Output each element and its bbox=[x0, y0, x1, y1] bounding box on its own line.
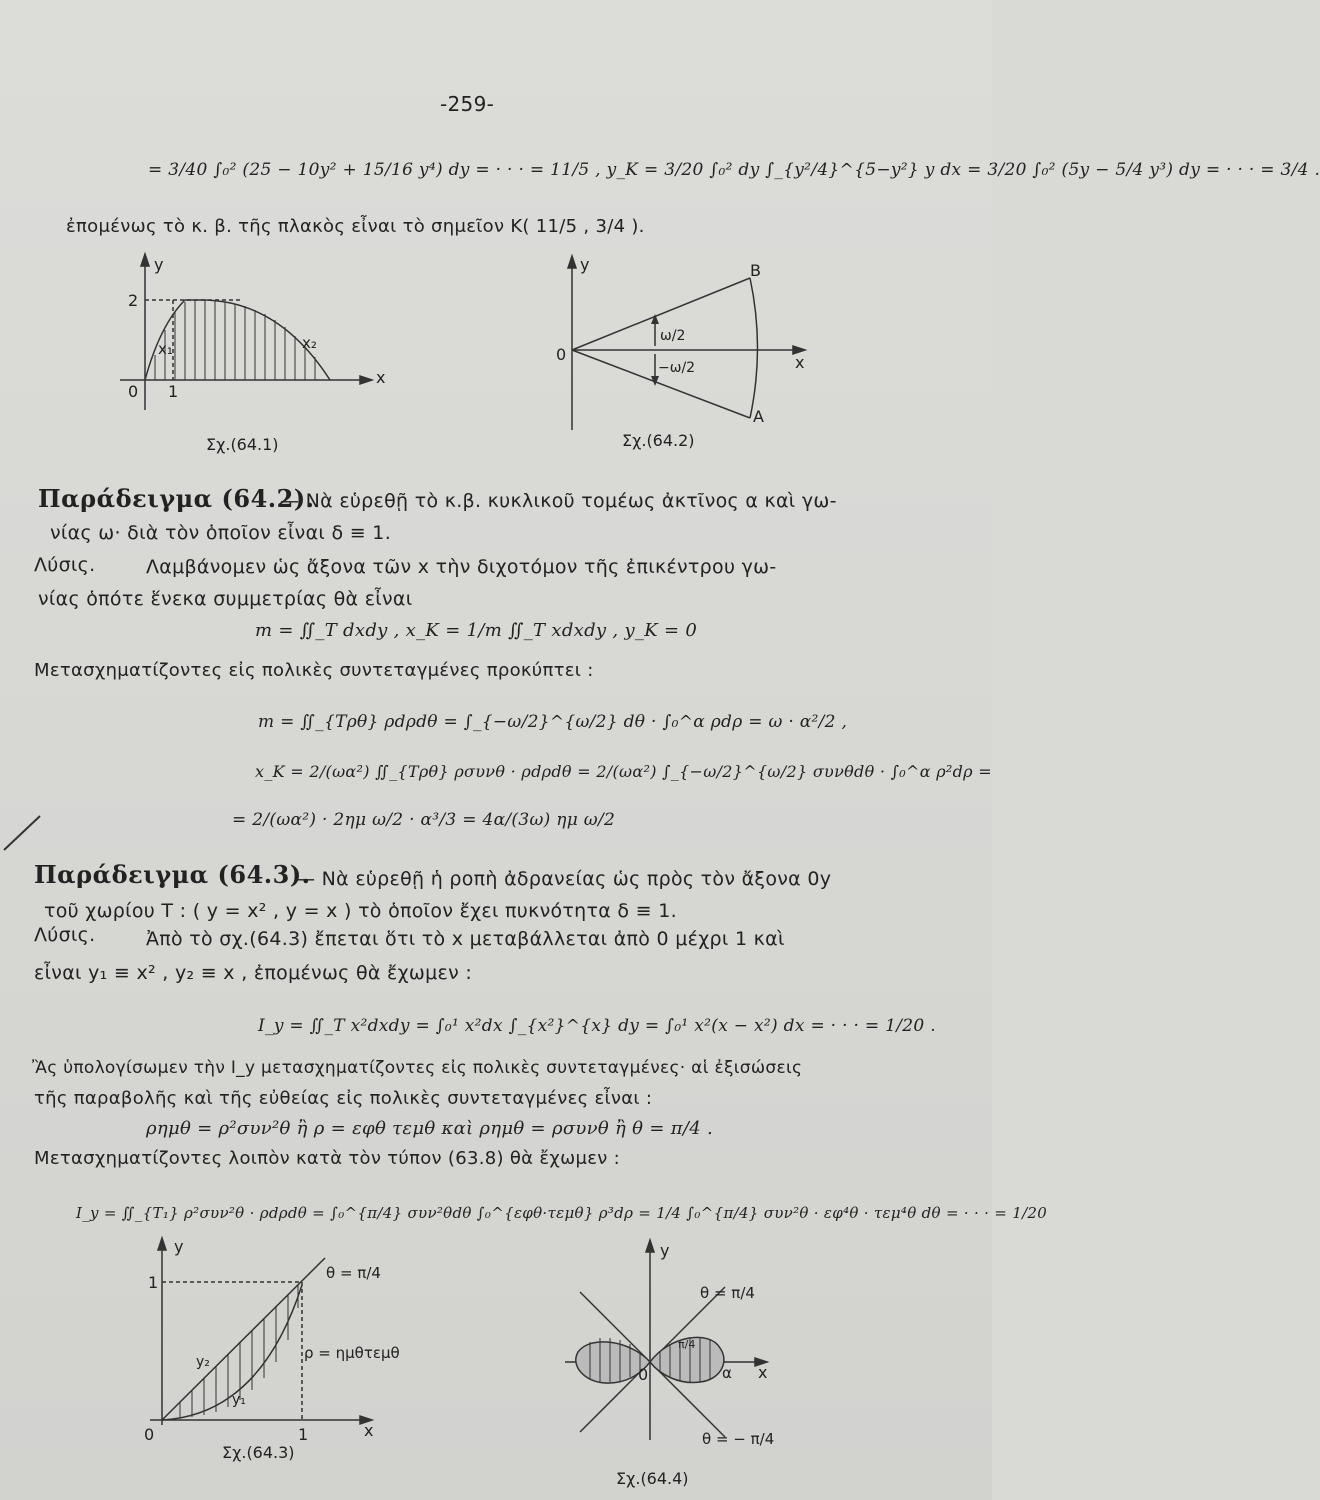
example-64-2-eq3: x_K = 2/(ωα²) ∬_{Tρθ} ρσυνθ · ρdρdθ = 2/(ωα²) ∫_{−ω/2}^{ω/2} συνθdθ · ∫₀^α ρ²dρ = bbox=[255, 762, 992, 781]
f3-y-label: y bbox=[174, 1237, 184, 1256]
f3-tick-x: 1 bbox=[298, 1425, 309, 1444]
example-64-2-eq4: = 2/(ωα²) · 2ημ ω/2 · α³/3 = 4α/(3ω) ημ ω/2 bbox=[232, 810, 616, 830]
example-64-3-line2: τοῦ χωρίου T : ( y = x² , y = x ) τὸ ὁποῖον ἔχει πυκνότητα δ ≡ 1. bbox=[44, 900, 677, 922]
f4-theta-pos: θ = π/4 bbox=[700, 1284, 755, 1302]
f4-small-label: π/4 bbox=[678, 1338, 696, 1351]
f3-tick-y: 1 bbox=[148, 1273, 159, 1292]
example-64-3-eq3: I_y = ∬_{T₁} ρ²συν²θ · ρdρdθ = ∫₀^{π/4} συν²θdθ ∫₀^{εφθ·τεμθ} ρ³dρ = 1/4 ∫₀^{π/4} συν²θ · εφ⁴θ · τεμ⁴θ dθ = · · · = 1/20 bbox=[76, 1204, 1048, 1222]
f3-curve-label: ρ = ημθτεμθ bbox=[304, 1344, 400, 1362]
example-64-2-title: Παράδειγμα (64.2). bbox=[38, 484, 315, 513]
figure-64-2 bbox=[550, 250, 830, 460]
example-64-3-title: Παράδειγμα (64.3). bbox=[34, 860, 311, 889]
f1-curve1-label: x₁ bbox=[158, 340, 173, 358]
f2-arc bbox=[750, 278, 758, 418]
f2-y-arrow-icon bbox=[568, 256, 576, 268]
f3-origin: 0 bbox=[144, 1425, 155, 1444]
page-number: -259- bbox=[440, 92, 495, 116]
f2-point-a: A bbox=[753, 407, 764, 426]
example-64-2-line2: νίας ω· διὰ τὸν ὁποῖον εἶναι δ ≡ 1. bbox=[50, 522, 392, 544]
equation-top: = 3/40 ∫₀² (25 − 10y² + 15/16 y⁴) dy = · · · = 11/5 , y_K = 3/20 ∫₀² dy ∫_{y²/4}^{5−y²} y dx = 3/20 ∫₀² (5y − 5/4 y³) dy = · · · = 3/4 . bbox=[148, 160, 1320, 180]
f4-y-label: y bbox=[660, 1241, 670, 1260]
f4-theta-neg: θ = − π/4 bbox=[702, 1430, 775, 1448]
example-64-3-sol1: Ἀπὸ τὸ σχ.(64.3) ἔπεται ὅτι τὸ x μεταβάλλεται ἀπὸ 0 μέχρι 1 καὶ bbox=[146, 928, 785, 950]
example-64-3-eq2: ρημθ = ρ²συν²θ ἢ ρ = εφθ τεμθ καὶ ρημθ = ρσυνθ ἢ θ = π/4 . bbox=[146, 1118, 714, 1139]
example-64-3-eq1: I_y = ∬_T x²dxdy = ∫₀¹ x²dx ∫_{x²}^{x} dy = ∫₀¹ x²(x − x²) dx = · · · = 1/20 . bbox=[258, 1016, 936, 1036]
example-64-2-line1: — Νὰ εὑρεθῇ τὸ κ.β. κυκλικοῦ τομέως ἀκτῖνος α καὶ γω- bbox=[280, 490, 837, 512]
f1-origin: 0 bbox=[128, 382, 139, 401]
f4-y-arrow-icon bbox=[646, 1240, 654, 1252]
f2-angle-pos: ω/2 bbox=[660, 328, 686, 344]
f4-origin: 0 bbox=[638, 1365, 649, 1384]
f1-tick-y: 2 bbox=[128, 291, 139, 310]
f3-y-arrow-icon bbox=[158, 1238, 166, 1250]
f2-caption: Σχ.(64.2) bbox=[622, 431, 695, 450]
figure-64-3 bbox=[130, 1230, 400, 1490]
margin-pen-mark bbox=[0, 808, 60, 858]
example-64-2-eq1: m = ∬_T dxdy , x_K = 1/m ∬_T xdxdy , y_K = 0 bbox=[255, 620, 698, 641]
figure-64-1 bbox=[100, 250, 400, 460]
f2-origin: 0 bbox=[556, 345, 567, 364]
example-64-3-line1: — Νὰ εὑρεθῇ ἡ ροπὴ ἀδρανείας ὡς πρὸς τὸν ἄξονα 0y bbox=[296, 868, 832, 890]
f1-x-arrow-icon bbox=[360, 376, 372, 384]
f1-caption: Σχ.(64.1) bbox=[206, 435, 279, 454]
conclusion-line: ἐπομένως τὸ κ. β. τῆς πλακὸς εἶναι τὸ σημεῖον Κ( 11/5 , 3/4 ). bbox=[66, 216, 645, 237]
f3-caption: Σχ.(64.3) bbox=[222, 1443, 295, 1462]
f3-y2-label: y₂ bbox=[196, 1354, 210, 1370]
example-64-3-sol5: Μετασχηματίζοντες λοιπὸν κατὰ τὸν τύπον (63.8) θὰ ἔχωμεν : bbox=[34, 1148, 620, 1169]
figure-64-4 bbox=[560, 1230, 820, 1490]
f2-y-label: y bbox=[580, 255, 590, 274]
example-64-2-sol1: Λαμβάνομεν ὡς ἄξονα τῶν x τὴν διχοτόμον τῆς ἐπικέντρου γω- bbox=[146, 556, 777, 578]
example-64-3-sol3: Ἂς ὑπολογίσωμεν τὴν I_y μετασχηματίζοντες εἰς πολικὲς συντεταγμένες· αἱ ἐξισώσεις bbox=[32, 1058, 803, 1078]
f1-x-label: x bbox=[376, 368, 386, 387]
f2-angle-neg: −ω/2 bbox=[658, 360, 696, 376]
f3-y1-label: y₁ bbox=[232, 1392, 246, 1408]
f4-x-label: x bbox=[758, 1363, 768, 1382]
f1-y-label: y bbox=[154, 255, 164, 274]
f3-x-label: x bbox=[364, 1421, 374, 1440]
example-64-2-sol3: Μετασχηματίζοντες εἰς πολικὲς συντεταγμένες προκύπτει : bbox=[34, 660, 594, 681]
f4-caption: Σχ.(64.4) bbox=[616, 1469, 689, 1488]
solution-label-2: Λύσις. bbox=[34, 924, 96, 946]
f3-line-label: θ = π/4 bbox=[326, 1264, 381, 1282]
solution-label-1: Λύσις. bbox=[34, 554, 96, 576]
example-64-3-sol2: εἶναι y₁ ≡ x² , y₂ ≡ x , ἐπομένως θὰ ἔχωμεν : bbox=[34, 962, 473, 984]
f4-a-label: α bbox=[722, 1364, 732, 1382]
f1-curve2-label: x₂ bbox=[302, 334, 317, 352]
f2-x-label: x bbox=[795, 353, 805, 372]
example-64-2-sol2: νίας ὁπότε ἕνεκα συμμετρίας θὰ εἶναι bbox=[38, 588, 413, 610]
f2-point-b: B bbox=[750, 261, 761, 280]
f1-y-arrow-icon bbox=[141, 254, 149, 266]
example-64-3-sol4: τῆς παραβολῆς καὶ τῆς εὐθείας εἰς πολικὲς συντεταγμένες εἶναι : bbox=[34, 1088, 653, 1109]
f1-tick-x: 1 bbox=[168, 382, 179, 401]
example-64-2-eq2: m = ∬_{Tρθ} ρdρdθ = ∫_{−ω/2}^{ω/2} dθ · ∫₀^α ρdρ = ω · α²/2 , bbox=[258, 712, 848, 732]
